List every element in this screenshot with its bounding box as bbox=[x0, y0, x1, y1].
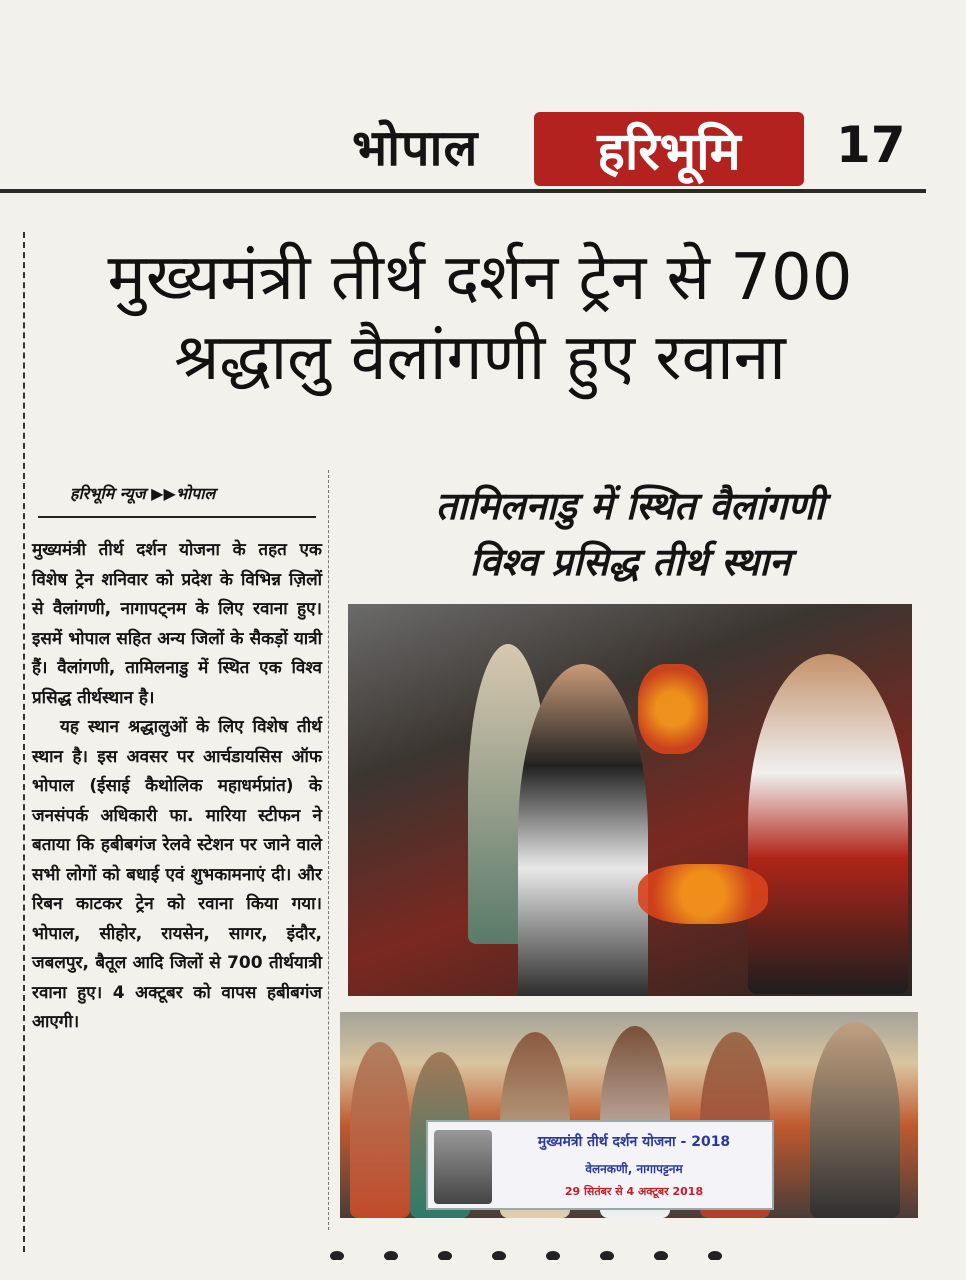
flower-bouquet bbox=[638, 664, 708, 754]
left-column-rule bbox=[23, 232, 25, 1252]
photo-person bbox=[748, 654, 908, 994]
photo-person bbox=[518, 664, 648, 996]
headline bbox=[30, 238, 930, 398]
photo-person bbox=[810, 1022, 900, 1218]
paragraph-1: मुख्यमंत्री तीर्थ दर्शन योजना के तहत एक विशेष ट्रेन शनिवार को प्रदेश के विभिन्न ज़िलों से वैलांगणी, नागापट्नम के लिए रवाना हुए। इसमें भोपाल सहित अन्य जिलों के सैकड़ों यात्री हैं। वैलांगणी, तामिलनाडु में स्थित एक विश्व प्रसिद्ध तीर्थस्थान है। bbox=[32, 540, 322, 708]
article-body bbox=[32, 536, 322, 1038]
subheadline-line-2: विश्व प्रसिद्ध तीर्थ स्थान bbox=[469, 540, 791, 584]
subheadline bbox=[350, 478, 910, 590]
subheadline-line-1: तामिलनाडु में स्थित वैलांगणी bbox=[435, 484, 825, 528]
flower-ribbon bbox=[638, 864, 768, 924]
ribbon-cutting-photo bbox=[348, 604, 912, 996]
byline: हरिभूमि न्यूज ▶▶भोपाल bbox=[70, 484, 216, 503]
masthead-city: भोपाल bbox=[352, 119, 479, 177]
headline-line-2: श्रद्धालु वैलांगणी हुए रवाना bbox=[174, 321, 786, 395]
masthead-divider bbox=[0, 189, 926, 193]
yojana-banner bbox=[426, 1120, 774, 1210]
banner-title: मुख्यमंत्री तीर्थ दर्शन योजना - 2018 bbox=[537, 1134, 731, 1150]
headline-line-1: मुख्यमंत्री तीर्थ दर्शन ट्रेन से 700 bbox=[107, 241, 853, 315]
paragraph-2: यह स्थान श्रद्धालुओं के लिए विशेष तीर्थ स्थान है। इस अवसर पर आर्चडायसिस ऑफ भोपाल (ईसाई कैथोलिक महाधर्मप्रांत) के जनसंपर्क अधिकारी फा. मारिया स्टीफन ने बताया कि हबीबगंज रेलवे स्टेशन पर जाने वाले सभी लोगों को बधाई एवं शुभकामनाएं दी। और रिबन काटकर ट्रेन को रवाना किया गया। भोपाल, सीहोर, रायसेन, सागर, इंदौर, जबलपुर, बैतूल आदि जिलों से 700 तीर्थयात्री रवाना हुए। 4 अक्टूबर को वापस हबीबगंज आएगी। bbox=[32, 717, 322, 1032]
cut-off-text-fragment bbox=[330, 1246, 930, 1260]
banner-dates: 29 सितंबर से 4 अक्टूबर 2018 bbox=[564, 1185, 704, 1198]
banner-place: वेलनकणी, नागापट्टनम bbox=[585, 1162, 683, 1176]
column-divider bbox=[328, 470, 329, 1230]
newspaper-logo: हरिभूमि bbox=[534, 112, 804, 186]
photo-person bbox=[350, 1042, 410, 1218]
chief-minister-portrait bbox=[434, 1130, 492, 1204]
group-photo bbox=[340, 1012, 918, 1218]
page-number: 17 bbox=[836, 116, 906, 174]
byline-rule bbox=[38, 516, 316, 518]
